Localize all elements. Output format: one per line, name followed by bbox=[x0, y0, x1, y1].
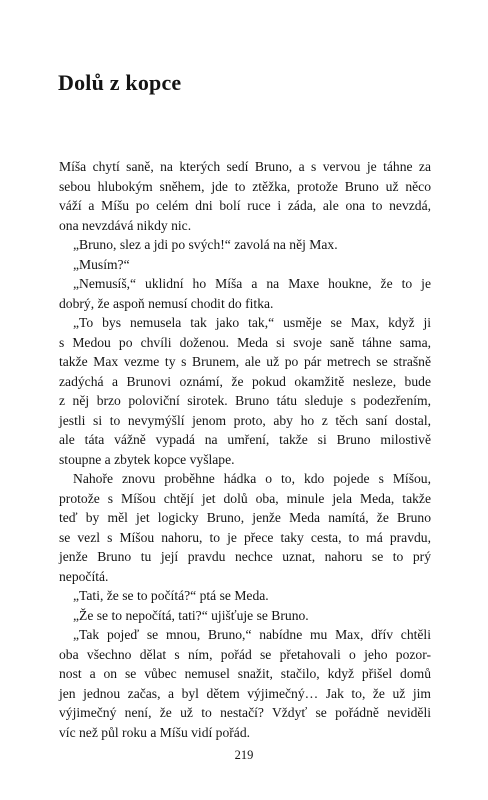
text-line: ona nevzdává nikdy nic. bbox=[59, 217, 192, 233]
text-line: jestli si to nevymýšlí jenom proto, aby ho z těch saní dostal, bbox=[59, 412, 431, 428]
text-line: sebou hlubokým sněhem, jde to ztěžka, protože Bruno už něco bbox=[59, 178, 431, 194]
text-line: „Bruno, slez a jdi po svých!“ zavolá na něj Max. bbox=[73, 237, 338, 252]
paragraph bbox=[59, 274, 431, 313]
text-line: „Nemusíš,“ uklidní ho Míša a na Maxe houkne, že to je bbox=[73, 276, 431, 291]
text-line: z něj brzo poloviční sirotek. Bruno tátu sleduje s podezřením, bbox=[59, 393, 431, 408]
text-line: se vezl s Míšou nahoru, to je přece taky cesta, to má pravdu, bbox=[59, 529, 431, 545]
page-number: 219 bbox=[234, 748, 254, 762]
text-line: jen jednou začas, a byl dětem výjimečný… Jak to, že už jim bbox=[59, 685, 431, 701]
text-line: dobrý, že aspoň nemusí chodit do fitka. bbox=[59, 295, 274, 311]
text-line: ale táta vážně vypadá na umření, takže si Bruno milostivě bbox=[59, 432, 431, 447]
text-line: nost a on se vůbec nemusel snažit, stačilo, když přišel domů bbox=[59, 666, 431, 681]
paragraph bbox=[59, 313, 431, 469]
text-line: stoupne a zbytek kopce vyšlape. bbox=[59, 451, 235, 467]
text-line: váží a Míšu po celém dni bolí ruce i záda, ale ona to nevzdá, bbox=[59, 198, 431, 213]
text-line: zadýchá a Brunovi oznámí, že pokud okamžitě nesleze, bude bbox=[59, 373, 431, 389]
text-line: takže Max vezme ty s Brunem, ale už po pár metrech se strašně bbox=[59, 354, 431, 369]
text-line: výjimečný není, že už to nestačí? Vždyť se pořádně neviděli bbox=[59, 705, 431, 720]
body-text bbox=[59, 157, 431, 742]
text-line: „Že se to nepočítá, tati?“ ujišťuje se Bruno. bbox=[73, 607, 309, 623]
text-line: jenže Bruno tu její pravdu nechce uznat, nahoru se to prý bbox=[59, 549, 431, 564]
paragraph bbox=[59, 606, 431, 626]
text-line: Nahoře znovu proběhne hádka o to, kdo pojede s Míšou, bbox=[73, 471, 431, 486]
paragraph bbox=[59, 469, 431, 586]
text-line: protože s Míšou chtějí jet dolů oba, minule jela Meda, takže bbox=[59, 490, 431, 506]
text-line: oba všechno dělat s ním, pořád se přetahovali o jeho pozor- bbox=[59, 646, 431, 662]
text-line: nepočítá. bbox=[59, 568, 109, 584]
text-line: „Tati, že se to počítá?“ ptá se Meda. bbox=[73, 588, 269, 603]
paragraph bbox=[59, 157, 431, 235]
text-line: teď by měl jet logicky Bruno, jenže Meda namítá, že Bruno bbox=[59, 510, 431, 525]
paragraph bbox=[59, 586, 431, 606]
text-line: s Medou po chvíli doženou. Meda si svoje saně táhne sama, bbox=[59, 334, 431, 350]
text-line: „Tak pojeď se mnou, Bruno,“ nabídne mu Max, dřív chtěli bbox=[73, 627, 431, 642]
paragraph bbox=[59, 255, 431, 275]
chapter-title: Dolů z kopce bbox=[58, 70, 182, 95]
text-line: „To bys nemusela tak jako tak,“ usměje se Max, když ji bbox=[73, 315, 431, 330]
paragraph bbox=[59, 235, 431, 255]
text-line: „Musím?“ bbox=[73, 256, 130, 272]
text-line: víc než půl roku a Míšu vidí pořád. bbox=[59, 724, 251, 740]
paragraph bbox=[59, 625, 431, 742]
text-line: Míša chytí saně, na kterých sedí Bruno, a s vervou je táhne za bbox=[59, 159, 431, 174]
